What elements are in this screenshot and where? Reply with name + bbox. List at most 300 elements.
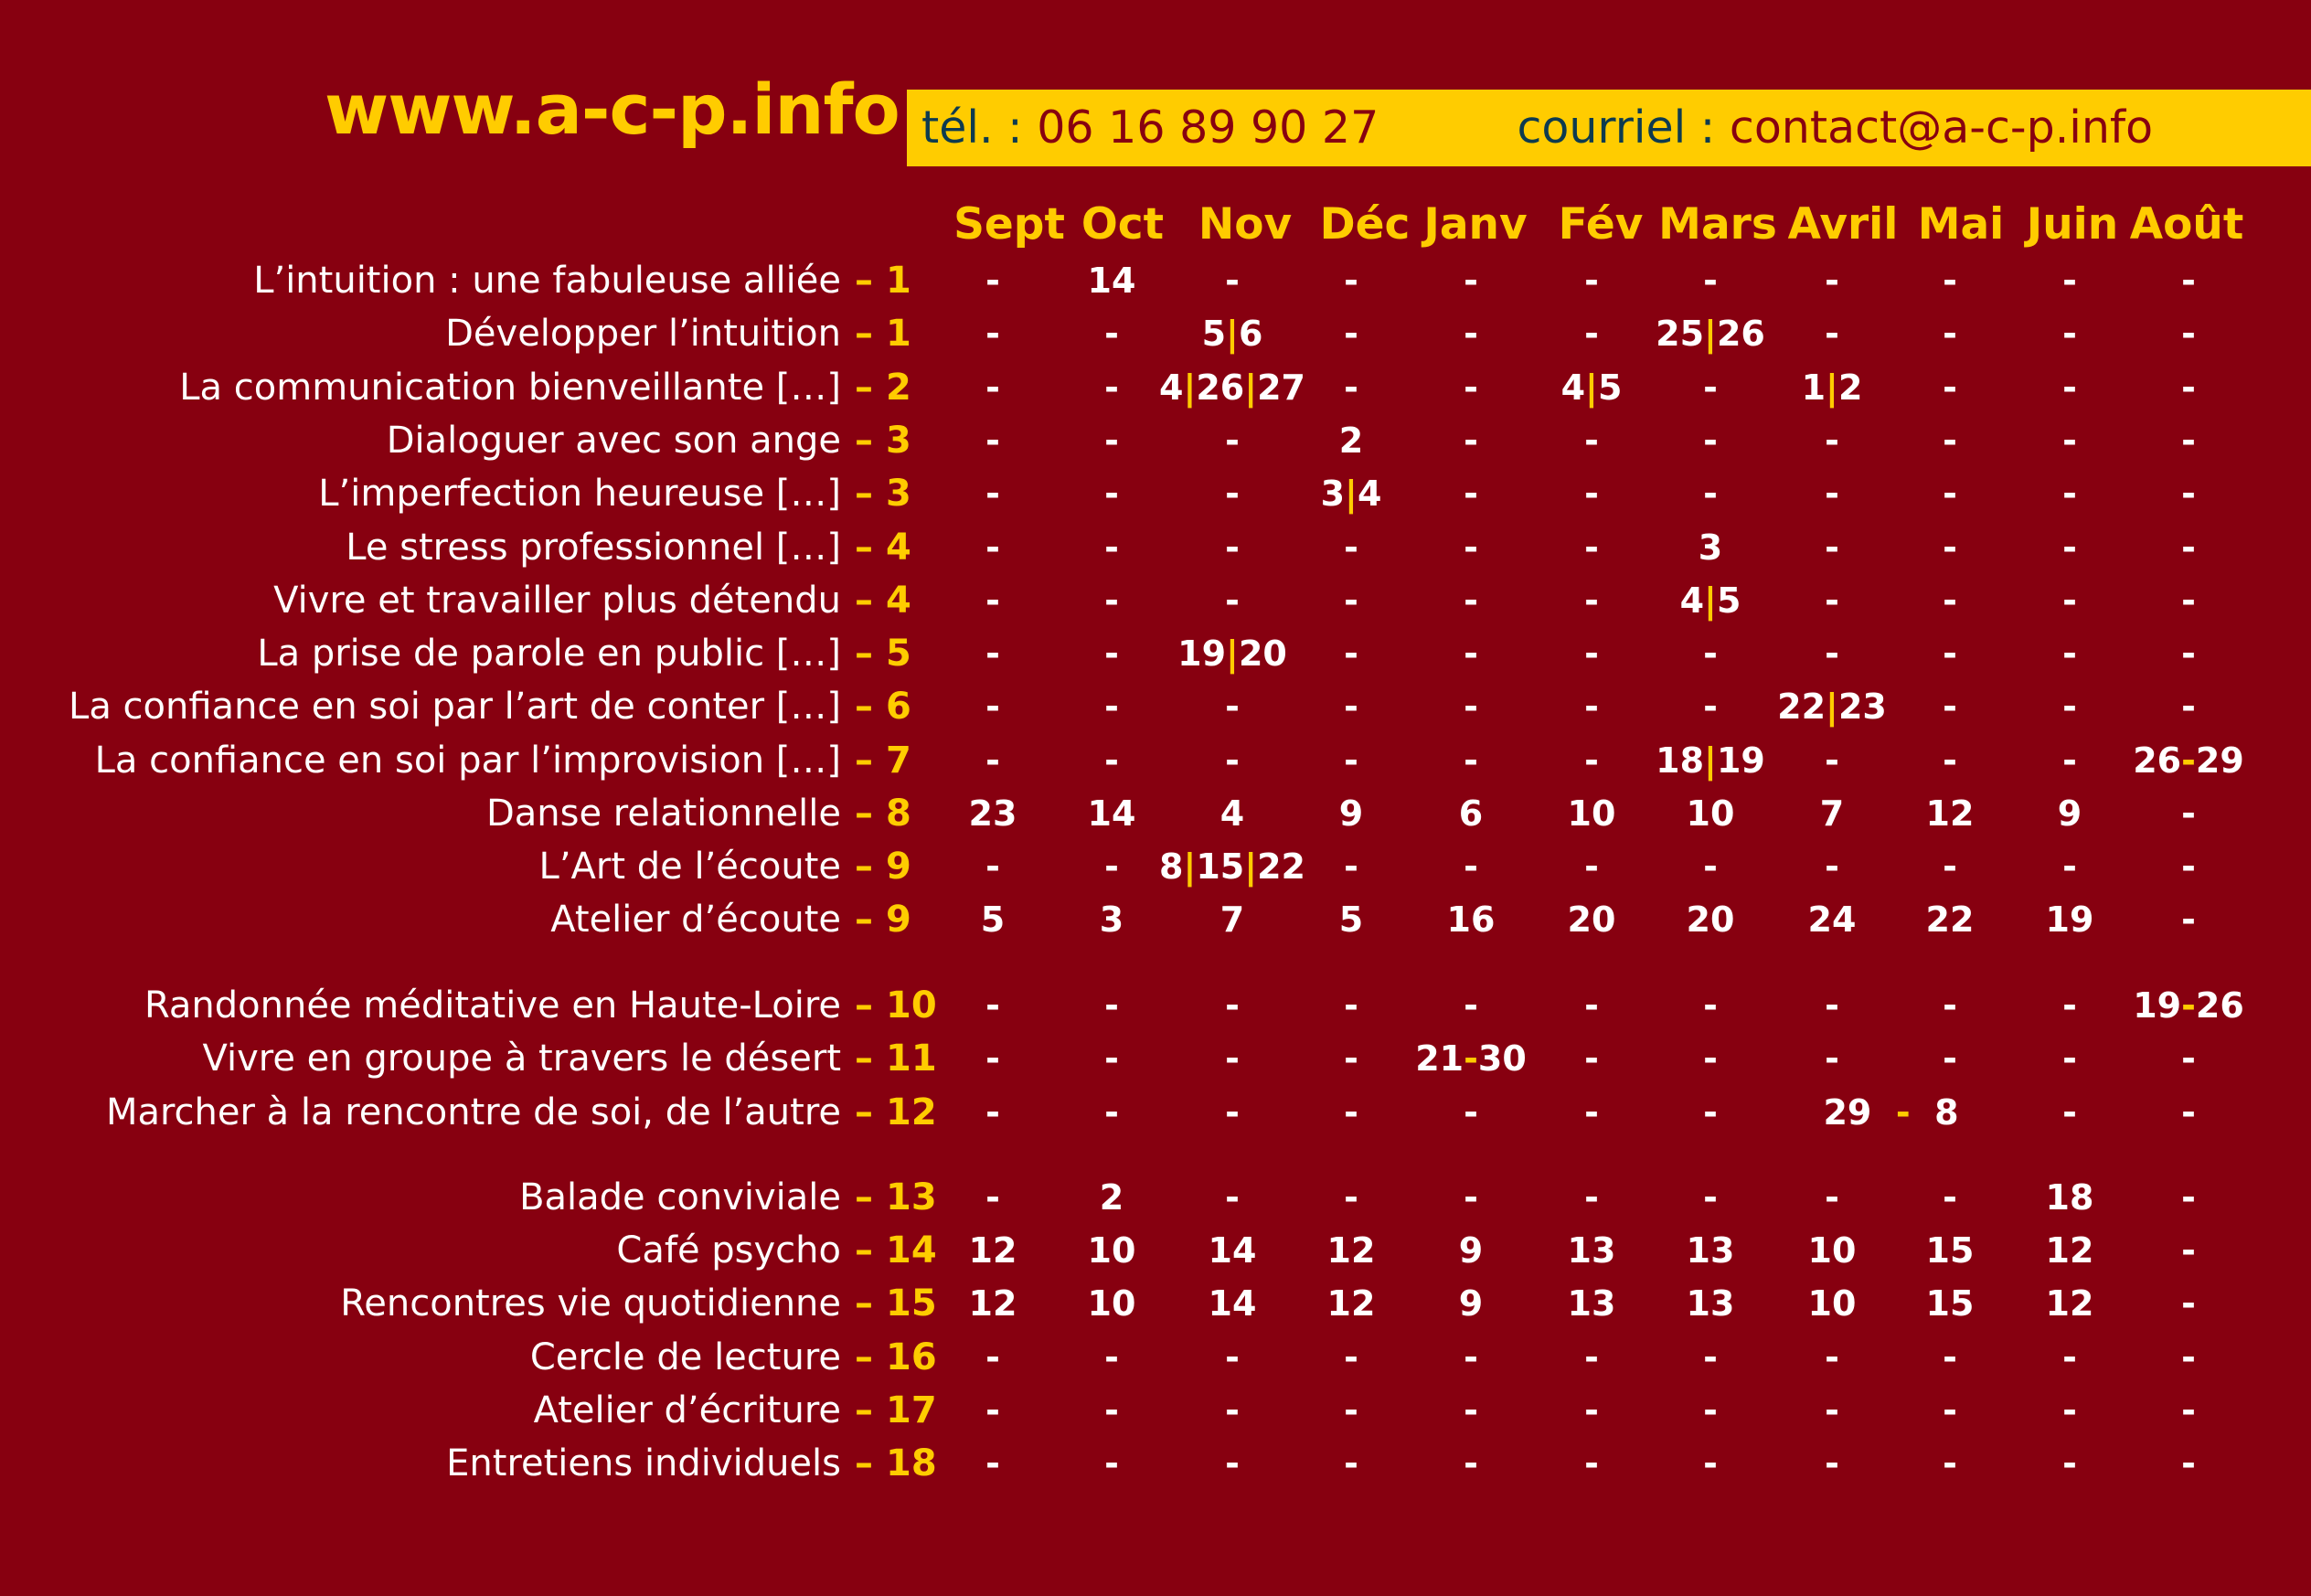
date-cell: -	[1825, 985, 1839, 1026]
workshop-name: Vivre en groupe à travers le désert	[202, 1037, 841, 1080]
number-value: 8	[886, 793, 911, 835]
date-cell: -	[2181, 1337, 2196, 1378]
date-cell: -	[1344, 686, 1358, 727]
date-cell: -	[2062, 420, 2077, 461]
date-cell: -	[1344, 580, 1358, 621]
date-cell: -	[2062, 633, 2077, 674]
date-cell: -	[2181, 1390, 2196, 1431]
date-cell: -	[1344, 1038, 1358, 1079]
date-cell: -	[2062, 261, 2077, 301]
date-cell: -	[1464, 1337, 1478, 1378]
date-cell: -	[2181, 314, 2196, 354]
date-cell: -	[1464, 580, 1478, 621]
workshop-name: Vivre et travailler plus détendu	[273, 580, 841, 622]
mail-value[interactable]: contact@a-c-p.info	[1729, 101, 2154, 154]
workshop-name: L’intuition : une fabuleuse alliée	[253, 260, 841, 302]
date-cell: -	[1225, 420, 1240, 461]
dash-separator: –	[855, 793, 873, 835]
date-cell: -	[1825, 261, 1839, 301]
number-value: 4	[886, 527, 911, 569]
date-cell: 10	[1686, 793, 1735, 834]
date-cell: 3	[1099, 899, 1124, 940]
workshop-number	[855, 576, 911, 625]
date-cell: -	[2181, 1443, 2196, 1484]
date-cell: -	[1584, 1092, 1599, 1133]
date-cell: -	[1104, 633, 1119, 674]
workshop-number	[855, 523, 911, 572]
date-cell: 10	[1087, 1230, 1136, 1271]
month-header: Janv	[1423, 199, 1528, 250]
date-cell: -	[1344, 261, 1358, 301]
date-cell: -	[1464, 1177, 1478, 1218]
workshop-name: Dialoguer avec son ange	[386, 420, 841, 462]
date-cell: -	[2181, 1038, 2196, 1079]
date-cell: 21-30	[1415, 1038, 1527, 1079]
dash-separator: –	[855, 899, 873, 941]
dash-separator: –	[855, 420, 873, 462]
date-cell: -	[1464, 473, 1478, 514]
date-cell: -	[1943, 1337, 1957, 1378]
date-cell: -	[1584, 633, 1599, 674]
date-cell: -	[2181, 1283, 2196, 1324]
date-cell: 22	[1925, 899, 1975, 940]
date-cell: -	[1943, 1177, 1957, 1218]
date-cell: -	[1344, 367, 1358, 408]
date-cell: -	[1584, 527, 1599, 568]
date-cell: 9	[2057, 793, 2082, 834]
date-cell: -	[1225, 1390, 1240, 1431]
month-header: Mars	[1658, 199, 1777, 250]
date-cell: -	[1104, 1337, 1119, 1378]
date-cell: -	[985, 314, 1000, 354]
date-cell: 9	[1458, 1230, 1484, 1271]
date-cell: 12	[2045, 1230, 2094, 1271]
date-cell: -	[1225, 686, 1240, 727]
date-cell: -	[1344, 314, 1358, 354]
date-cell: -	[1825, 580, 1839, 621]
date-cell: -	[1584, 686, 1599, 727]
date-cell: -	[985, 686, 1000, 727]
date-cell: -	[1104, 740, 1119, 781]
date-cell: 18|19	[1656, 740, 1765, 781]
workshop-name: Rencontres vie quotidienne	[340, 1282, 841, 1325]
dash-separator: –	[855, 527, 873, 569]
workshop-number	[855, 1173, 937, 1222]
dash-separator: –	[855, 1091, 873, 1133]
date-cell: 5|6	[1201, 314, 1263, 354]
date-cell: -	[1464, 261, 1478, 301]
date-cell: 20	[1567, 899, 1616, 940]
date-cell: -	[985, 1092, 1000, 1133]
date-cell: -	[1104, 686, 1119, 727]
workshop-number	[855, 1386, 937, 1435]
date-cell: -	[2062, 367, 2077, 408]
date-cell: -	[1464, 740, 1478, 781]
date-cell: -	[1104, 1038, 1119, 1079]
date-cell: -	[1584, 1038, 1599, 1079]
date-cell: -	[985, 1390, 1000, 1431]
date-cell: -	[1225, 985, 1240, 1026]
date-cell: -	[2181, 1092, 2196, 1133]
date-cell: 23	[968, 793, 1017, 834]
dash-separator: –	[855, 313, 873, 355]
date-cell: 3|4	[1320, 473, 1382, 514]
tel-value[interactable]: 06 16 89 90 27	[1037, 101, 1379, 154]
date-cell: -	[1344, 633, 1358, 674]
date-cell: -	[1464, 633, 1478, 674]
number-value: 4	[886, 580, 911, 622]
date-cell: 25|26	[1656, 314, 1765, 354]
dash-separator: –	[855, 1442, 873, 1484]
date-cell: -	[1825, 1390, 1839, 1431]
date-cell: -	[1943, 1038, 1957, 1079]
month-header: Avril	[1787, 199, 1899, 250]
workshop-name: Atelier d’écoute	[550, 899, 841, 941]
workshop-name: Atelier d’écriture	[533, 1389, 841, 1431]
site-url[interactable]: www.a-c-p.info	[325, 69, 900, 150]
date-cell: -	[2062, 1443, 2077, 1484]
number-value: 9	[886, 846, 911, 888]
dash-separator: –	[855, 1037, 873, 1080]
date-cell: -	[1464, 1390, 1478, 1431]
workshop-number	[855, 363, 911, 412]
number-value: 9	[886, 899, 911, 941]
date-cell: -	[1825, 740, 1839, 781]
date-cell: -	[1584, 740, 1599, 781]
workshop-name: Cercle de lecture	[529, 1336, 841, 1378]
workshop-name: Le stress professionnel […]	[346, 527, 841, 569]
workshop-name: Entretiens individuels	[446, 1442, 841, 1484]
date-cell: -	[1464, 1443, 1478, 1484]
date-cell: -	[2062, 1038, 2077, 1079]
number-value: 1	[886, 260, 911, 302]
number-value: 3	[886, 473, 911, 515]
workshop-name: Développer l’intuition	[445, 313, 841, 355]
date-cell: -	[2062, 473, 2077, 514]
date-cell: -	[1825, 1038, 1839, 1079]
date-cell: -	[2181, 367, 2196, 408]
date-cell: -	[1584, 420, 1599, 461]
date-cell: 9	[1458, 1283, 1484, 1324]
date-cell: -	[1225, 1177, 1240, 1218]
date-cell: -	[2062, 527, 2077, 568]
date-cell: -	[985, 527, 1000, 568]
date-cell: -	[1825, 314, 1839, 354]
date-cell: -	[1943, 1390, 1957, 1431]
workshop-name: Randonnée méditative en Haute-Loire	[144, 984, 841, 1027]
date-cell: 10	[1807, 1230, 1857, 1271]
date-cell: 4|5	[1560, 367, 1623, 408]
date-cell: 5	[980, 899, 1006, 940]
date-cell: -	[1584, 1177, 1599, 1218]
date-cell: 13	[1567, 1283, 1616, 1324]
date-cell: 19-26	[2133, 985, 2244, 1026]
date-cell: -	[2181, 527, 2196, 568]
date-cell: -	[1943, 527, 1957, 568]
date-cell: -	[1584, 1443, 1599, 1484]
date-cell: -	[1104, 1390, 1119, 1431]
workshop-name: Danse relationnelle	[485, 793, 841, 835]
date-cell: -	[1943, 314, 1957, 354]
date-cell: -	[1825, 846, 1839, 887]
date-cell: -	[1825, 1443, 1839, 1484]
date-cell: 19	[2045, 899, 2094, 940]
workshop-number	[855, 1088, 937, 1137]
dash-separator: –	[855, 739, 873, 782]
date-cell: -	[1943, 1443, 1957, 1484]
month-header: Juin	[2026, 199, 2119, 250]
workshop-number	[855, 1226, 937, 1275]
date-cell: -	[1344, 1177, 1358, 1218]
date-cell: -	[1104, 527, 1119, 568]
date-cell: -	[1943, 740, 1957, 781]
date-cell: -	[1104, 420, 1119, 461]
date-cell: 1|2	[1801, 367, 1863, 408]
date-cell: 12	[1925, 793, 1975, 834]
date-cell: -	[985, 1038, 1000, 1079]
date-cell: -	[2181, 899, 2196, 940]
date-cell: 13	[1686, 1230, 1735, 1271]
date-cell: -	[1225, 1337, 1240, 1378]
mail-label: courriel :	[1517, 101, 1716, 154]
date-cell: -	[1104, 580, 1119, 621]
date-cell: -	[1825, 1337, 1839, 1378]
workshop-number	[855, 1034, 937, 1083]
month-header: Déc	[1319, 199, 1411, 250]
date-cell: -	[1344, 527, 1358, 568]
date-cell: -	[2181, 420, 2196, 461]
date-cell: -	[1703, 473, 1718, 514]
date-cell: -	[2062, 1390, 2077, 1431]
date-cell: 15	[1925, 1230, 1975, 1271]
workshop-number	[855, 1439, 937, 1488]
date-cell: -	[2062, 1092, 2077, 1133]
date-cell: 13	[1567, 1230, 1616, 1271]
workshop-name: La prise de parole en public […]	[257, 633, 841, 675]
date-cell: 19|20	[1177, 633, 1287, 674]
date-cell: -	[1344, 985, 1358, 1026]
date-cell: -	[1943, 367, 1957, 408]
date-cell: -	[1584, 261, 1599, 301]
number-value: 6	[886, 686, 911, 728]
date-cell: 12	[2045, 1283, 2094, 1324]
date-cell: 14	[1208, 1230, 1257, 1271]
date-cell: -	[1943, 846, 1957, 887]
number-value: 18	[886, 1442, 937, 1484]
date-cell: -	[1464, 1092, 1478, 1133]
number-value: 16	[886, 1336, 937, 1378]
date-cell: -	[1225, 580, 1240, 621]
date-cell: 14	[1087, 261, 1136, 301]
date-cell: 14	[1087, 793, 1136, 834]
date-cell: -	[1825, 527, 1839, 568]
number-value: 10	[886, 984, 937, 1027]
date-cell: -	[1825, 420, 1839, 461]
date-cell: -	[985, 846, 1000, 887]
dash-separator: –	[855, 473, 873, 515]
date-cell: -	[1943, 580, 1957, 621]
date-cell: -	[1104, 1443, 1119, 1484]
date-cell: -	[1344, 1390, 1358, 1431]
date-cell: 22|23	[1777, 686, 1887, 727]
month-header: Mai	[1917, 199, 2005, 250]
date-cell: -	[1703, 1337, 1718, 1378]
date-cell: -	[985, 367, 1000, 408]
date-cell: -	[985, 473, 1000, 514]
date-cell: 7	[1819, 793, 1845, 834]
date-cell: -	[1344, 740, 1358, 781]
month-header: Nov	[1198, 199, 1293, 250]
workshop-name: L’Art de l’écoute	[538, 846, 841, 888]
workshop-name: La confiance en soi par l’art de conter […]	[69, 686, 841, 728]
date-cell: 10	[1567, 793, 1616, 834]
date-cell: -	[985, 985, 1000, 1026]
workshop-name: La confiance en soi par l’improvision […]	[94, 739, 841, 782]
workshop-number	[855, 469, 911, 518]
date-cell: -	[2181, 633, 2196, 674]
date-cell: -	[1464, 527, 1478, 568]
date-cell: 5	[1338, 899, 1364, 940]
workshop-name: Marcher à la rencontre de soi, de l’autre	[105, 1091, 841, 1133]
date-cell: -	[2062, 314, 2077, 354]
date-cell: -	[1104, 985, 1119, 1026]
date-cell: -	[1104, 1092, 1119, 1133]
date-cell: -	[1225, 261, 1240, 301]
date-cell: -	[1104, 314, 1119, 354]
date-cell: -	[1104, 846, 1119, 887]
date-cell: -	[1703, 420, 1718, 461]
date-cell: -	[1943, 633, 1957, 674]
date-cell: 12	[968, 1283, 1017, 1324]
date-cell: 26-29	[2133, 740, 2244, 781]
date-cell: -	[1943, 420, 1957, 461]
date-cell: 2	[1338, 420, 1364, 461]
date-cell: -	[2181, 580, 2196, 621]
number-value: 15	[886, 1282, 937, 1325]
date-cell: -	[1703, 1038, 1718, 1079]
date-cell: -	[1703, 686, 1718, 727]
date-cell: -	[1225, 1443, 1240, 1484]
date-cell: -	[2062, 846, 2077, 887]
date-cell: -	[1943, 473, 1957, 514]
workshop-number	[855, 981, 937, 1030]
contact-bar	[907, 90, 2311, 166]
date-cell: 12	[968, 1230, 1017, 1271]
date-cell: 18	[2045, 1177, 2094, 1218]
date-cell: 20	[1686, 899, 1735, 940]
date-cell: -	[985, 740, 1000, 781]
date-cell: -	[1584, 473, 1599, 514]
date-cell: -	[1943, 985, 1957, 1026]
date-cell: -	[1344, 846, 1358, 887]
dash-separator: –	[855, 1336, 873, 1378]
dash-separator: –	[855, 846, 873, 888]
month-header: Fév	[1558, 199, 1644, 250]
date-cell: -	[1464, 420, 1478, 461]
date-cell: 15	[1925, 1283, 1975, 1324]
date-cell: 12	[1326, 1283, 1376, 1324]
date-cell: 16	[1446, 899, 1496, 940]
date-cell: -	[2181, 1177, 2196, 1218]
date-cell: -	[1225, 1092, 1240, 1133]
date-cell: -	[1464, 367, 1478, 408]
date-cell: -	[2181, 261, 2196, 301]
tel-label: tél. :	[921, 101, 1023, 154]
dash-separator: –	[855, 1176, 873, 1218]
date-cell: 4	[1219, 793, 1245, 834]
month-header: Sept	[953, 199, 1065, 250]
number-value: 17	[886, 1389, 937, 1431]
workshop-number	[855, 309, 911, 358]
dash-separator: –	[855, 580, 873, 622]
date-cell: -	[1703, 1443, 1718, 1484]
workshop-name: La communication bienveillante […]	[179, 367, 841, 409]
date-cell: -	[1703, 985, 1718, 1026]
date-cell: -	[1464, 846, 1478, 887]
date-cell: 4|26|27	[1158, 367, 1306, 408]
date-cell: 4|5	[1679, 580, 1741, 621]
date-cell: -	[1703, 633, 1718, 674]
month-header: Août	[2129, 199, 2244, 250]
date-cell: -	[1703, 1092, 1718, 1133]
dash-separator: –	[855, 633, 873, 675]
date-cell: -	[1825, 473, 1839, 514]
date-cell: -	[1104, 473, 1119, 514]
date-cell: -	[1825, 1177, 1839, 1218]
workshop-name: Café psycho	[616, 1229, 841, 1271]
date-cell: 8|15|22	[1158, 846, 1306, 887]
date-cell: 10	[1807, 1283, 1857, 1324]
number-value: 3	[886, 420, 911, 462]
date-cell: -	[1943, 261, 1957, 301]
dash-separator: –	[855, 984, 873, 1027]
date-cell: -	[985, 633, 1000, 674]
date-cell: -	[1225, 527, 1240, 568]
workshop-number	[855, 895, 911, 944]
date-cell: 13	[1686, 1283, 1735, 1324]
dash-separator: –	[855, 686, 873, 728]
date-cell: -	[2181, 846, 2196, 887]
date-cell: -	[985, 580, 1000, 621]
date-cell: -	[1464, 686, 1478, 727]
workshop-number	[855, 682, 911, 731]
workshop-number	[855, 629, 911, 678]
date-cell: -	[985, 420, 1000, 461]
workshop-number	[855, 789, 911, 838]
number-value: 7	[886, 739, 911, 782]
workshop-number	[855, 1279, 937, 1328]
date-cell: -	[1584, 1390, 1599, 1431]
number-value: 2	[886, 367, 911, 409]
date-cell: 6	[1458, 793, 1484, 834]
date-cell: -	[1104, 367, 1119, 408]
date-cell: -	[1344, 1092, 1358, 1133]
date-cell: -	[1703, 261, 1718, 301]
date-cell: -	[1464, 314, 1478, 354]
date-cell: -	[1825, 633, 1839, 674]
date-cell: 2	[1099, 1177, 1124, 1218]
date-cell: 14	[1208, 1283, 1257, 1324]
date-cell: -	[2062, 985, 2077, 1026]
workshop-number	[855, 1333, 937, 1382]
workshop-name: Balade conviviale	[519, 1176, 841, 1218]
number-value: 13	[886, 1176, 937, 1218]
date-cell: -	[1584, 985, 1599, 1026]
date-cell: 24	[1807, 899, 1857, 940]
date-cell: -	[1225, 740, 1240, 781]
date-cell: -	[1584, 314, 1599, 354]
date-cell: -	[2062, 1337, 2077, 1378]
